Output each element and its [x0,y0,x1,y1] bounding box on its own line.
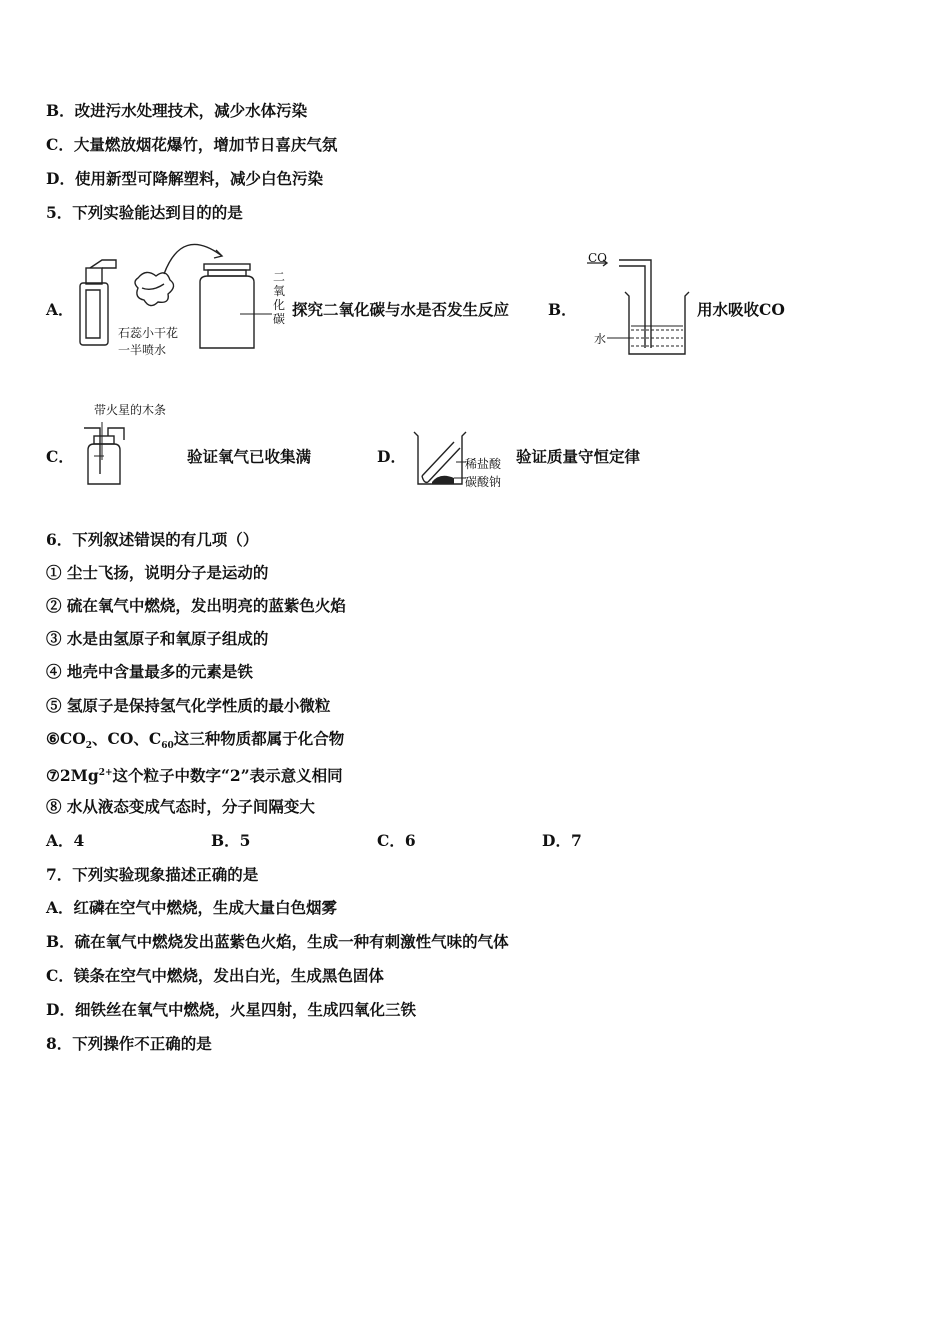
q6-stem: 6．下列叙述错误的有几项（） [46,530,259,549]
q5-b-label-water: 水 [594,332,607,346]
q5-d-label-acid: 稀盐酸 [465,457,502,471]
q6-option-d: D．7 [542,831,582,850]
q6-option-a: A．4 [46,831,85,850]
q5-option-a-text: 探究二氧化碳与水是否发生反应 [292,300,510,319]
q5-a-label-flower-2: 一半喷水 [118,343,167,357]
q5-c-diagram [74,420,134,488]
q5-a-diagram [72,238,292,363]
q6-item-3: ③ 水是由氢原子和氧原子组成的 [46,629,269,648]
q5-option-b-letter: B． [548,300,577,319]
q7-stem: 7．下列实验现象描述正确的是 [46,865,259,884]
q6-item-5: ⑤ 氢原子是保持氢气化学性质的最小微粒 [46,696,331,715]
q6-item-4: ④ 地壳中含量最多的元素是铁 [46,662,253,681]
q7-option-d: D．细铁丝在氧气中燃烧，火星四射，生成四氧化三铁 [46,1000,416,1019]
q5-b-label-gas: CO [588,251,608,265]
q7-option-a: A．红磷在空气中燃烧，生成大量白色烟雾 [46,898,338,917]
q5-option-b-text: 用水吸收CO [697,300,785,319]
q5-d-diagram [410,428,470,488]
q8-stem: 8．下列操作不正确的是 [46,1034,212,1053]
q4-option-b: B．改进污水处理技术，减少水体污染 [46,101,308,120]
q6-option-c: C．6 [377,831,416,850]
q6-item-7: $⑦2Mg^{2+}$这个粒子中数字“2”表示意义相同 [46,766,343,786]
q6-option-b: B．5 [211,831,251,850]
q6-item-8: ⑧ 水从液态变成气态时，分子间隔变大 [46,797,315,816]
q5-option-d-text: 验证质量守恒定律 [516,447,641,466]
q6-item-2: ② 硫在氧气中燃烧，发出明亮的蓝紫色火焰 [46,596,346,615]
q7-option-c: C．镁条在空气中燃烧，发出白光，生成黑色固体 [46,966,384,985]
q6-item-1: ① 尘士飞扬，说明分子是运动的 [46,563,269,582]
q5-option-c-text: 验证氧气已收集满 [187,447,312,466]
q4-option-c: C．大量燃放烟花爆竹，增加节日喜庆气氛 [46,135,338,154]
q5-stem: 5．下列实验能达到目的的是 [46,203,243,222]
q5-c-label-stick: 带火星的木条 [94,403,167,417]
q5-a-label-flower-1: 石蕊小干花 [118,326,179,340]
q7-option-b: B．硫在氧气中燃烧发出蓝紫色火焰，生成一种有刺激性气味的气体 [46,932,509,951]
q5-d-label-salt: 碳酸钠 [465,475,502,489]
q4-option-d: D．使用新型可降解塑料，减少白色污染 [46,169,323,188]
q5-option-d-letter: D． [377,447,406,466]
q6-item-6: $⑥CO_2$、CO、$C_{60}$这三种物质都属于化合物 [46,729,345,752]
q5-option-a-letter: A． [46,300,74,319]
q5-a-label-gas: 二 氧 化 碳 [273,270,286,326]
q5-option-c-letter: C． [46,447,74,466]
